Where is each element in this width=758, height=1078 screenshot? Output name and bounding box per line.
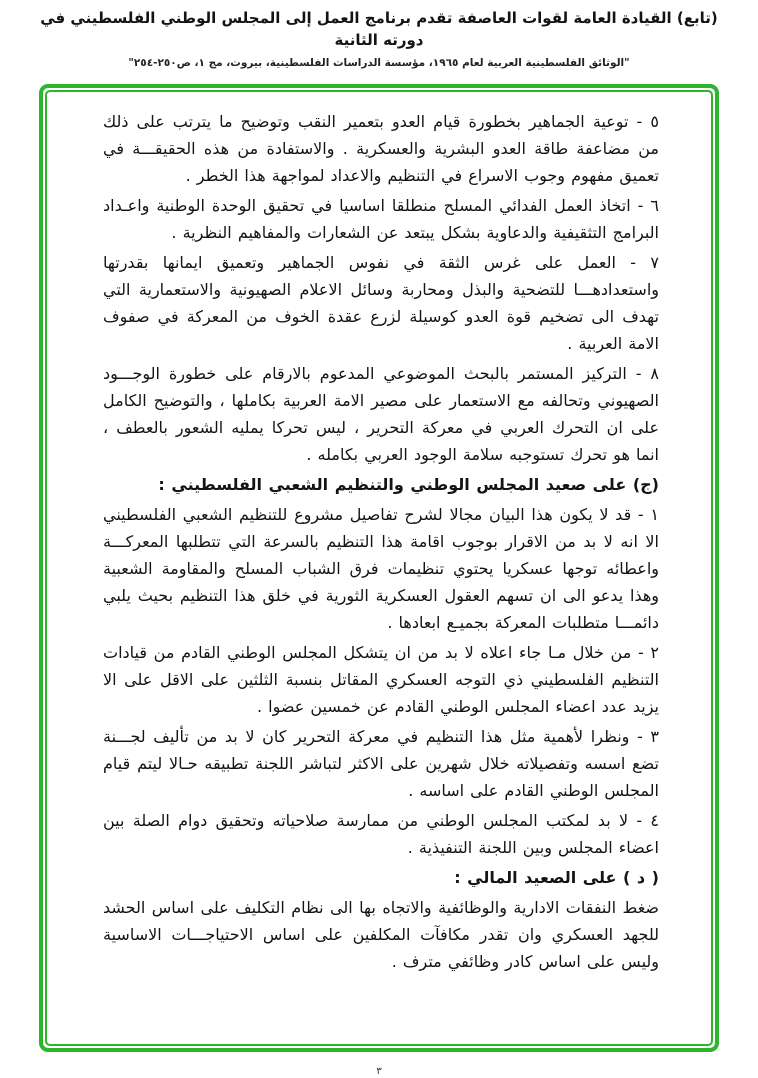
list-item-1: ١ - قد لا يكون هذا البيان مجالا لشرح تفاصيل مشروع للتنظيم الشعبي الفلسطيني الا انه لا بد من الاقرار بوجوب اقامة هذا التنظيم بالسرعة التي تتطلبها المعركـــة واعطائه توجها عسكريا يحتوي تنظيمات فرق الشباب المسلح والمقاومة الشعبية وهذا يدعو الى ان تسهم العقول العسكرية الثورية في خلق هذا التنظيم بحيث يلبي دائمـــا متطلبات المعركة بجميـع ابعادها . bbox=[103, 505, 659, 632]
green-frame-outer bbox=[39, 84, 719, 1052]
page-number: ٣ bbox=[376, 1066, 382, 1077]
list-item-8: ٨ - التركيز المستمر بالبحث الموضوعي المدعوم بالارقام على خطورة الوجـــود الصهيوني وتحالفه مع الاستعمار على مصير الامة العربية بكاملها ، والتوضيح الكامل على ان التحرك العربي في معركة التحرير ، ليس تحركا يمليه الشعور بالعطف ، انما هو تحرك تستوجبه سلامة الوجود العربي بكامله . bbox=[103, 364, 659, 464]
list-item-3: ٣ - ونظرا لأهمية مثل هذا التنظيم في معركة التحرير كان لا بد من تأليف لجـــنة تضع اسسه وتفصيلاته خلال شهرين على الاكثر لتباشر اللجنة تطبيقه حـالا ليتم قيام المجلس الوطني القادم على اساسه . bbox=[103, 727, 659, 800]
list-item-7: ٧ - العمل على غرس الثقة في نفوس الجماهير وتعميق ايمانها بقدرتها واستعدادهـــا للتضحية والبذل ومحاربة وسائل الاعلام الصهيونية والاستعمارية التي تهدف الى تضخيم قوة العدو كوسيلة لزرع عقدة الخوف من المعركة في صفوف الامة العربية . bbox=[103, 253, 659, 353]
list-item-4: ٤ - لا بد لمكتب المجلس الوطني من ممارسة صلاحياته وتحقيق دوام الصلة بين اعضاء المجلس وبين اللجنة التنفيذية . bbox=[103, 811, 659, 857]
list-item-5: ٥ - توعية الجماهير بخطورة قيام العدو بتعمير النقب وتوضيح ما يترتب على ذلك من مضاعفة طاقة العدو البشرية والعسكرية . والاستفادة من هذه الحقيقـــة في تعميق مفهوم وجوب الاسراع في التنظيم والاعداد لمواجهة هذا الخطر . bbox=[103, 112, 659, 185]
closing-paragraph: ضغط النفقات الادارية والوظائفية والاتجاه بها الى نظام التكليف على اساس الحشد للجهد العسكري وان تقدر مكافآت المكلفين على اساس الاحتياجـــات الاساسية وليس على اساس كادر وظائفي مترف . bbox=[103, 898, 659, 971]
document-source-citation: "الوثائق الفلسطينية العربية لعام ١٩٦٥، مؤسسة الدراسات الفلسطينية، بيروت، مج ١، ص٢٥٠-٢٥٤" bbox=[128, 56, 630, 69]
list-item-2: ٢ - من خلال مـا جاء اعلاه لا بد من ان يتشكل المجلس الوطني القادم من قيادات التنظيم الفلسطيني ذي التوجه العسكري المقاتل بنسبة الثلثين على الاقل على الا يزيد عدد اعضاء المجلس الوطني القادم عن خمسين عضوا . bbox=[103, 643, 659, 716]
document-header bbox=[0, 0, 758, 69]
section-heading-dal: ( د ) على الصعيد المالي : bbox=[454, 868, 659, 887]
document-title: (تابع) القيادة العامة لقوات العاصفة تقدم برنامج العمل إلى المجلس الوطني الفلسطيني في دورته الثانية bbox=[40, 9, 718, 49]
green-frame-inner bbox=[45, 90, 713, 1046]
list-item-6: ٦ - اتخاذ العمل الفدائي المسلح منطلقا اساسيا في تحقيق الوحدة الوطنية واعـداد البرامج التثقيفية والدعاوية بشكل يبتعد عن الشعارات والمفاهيم النظرية . bbox=[103, 196, 659, 242]
section-heading-jeem: (ج) على صعيد المجلس الوطني والتنظيم الشعبي الفلسطيني : bbox=[158, 475, 659, 494]
